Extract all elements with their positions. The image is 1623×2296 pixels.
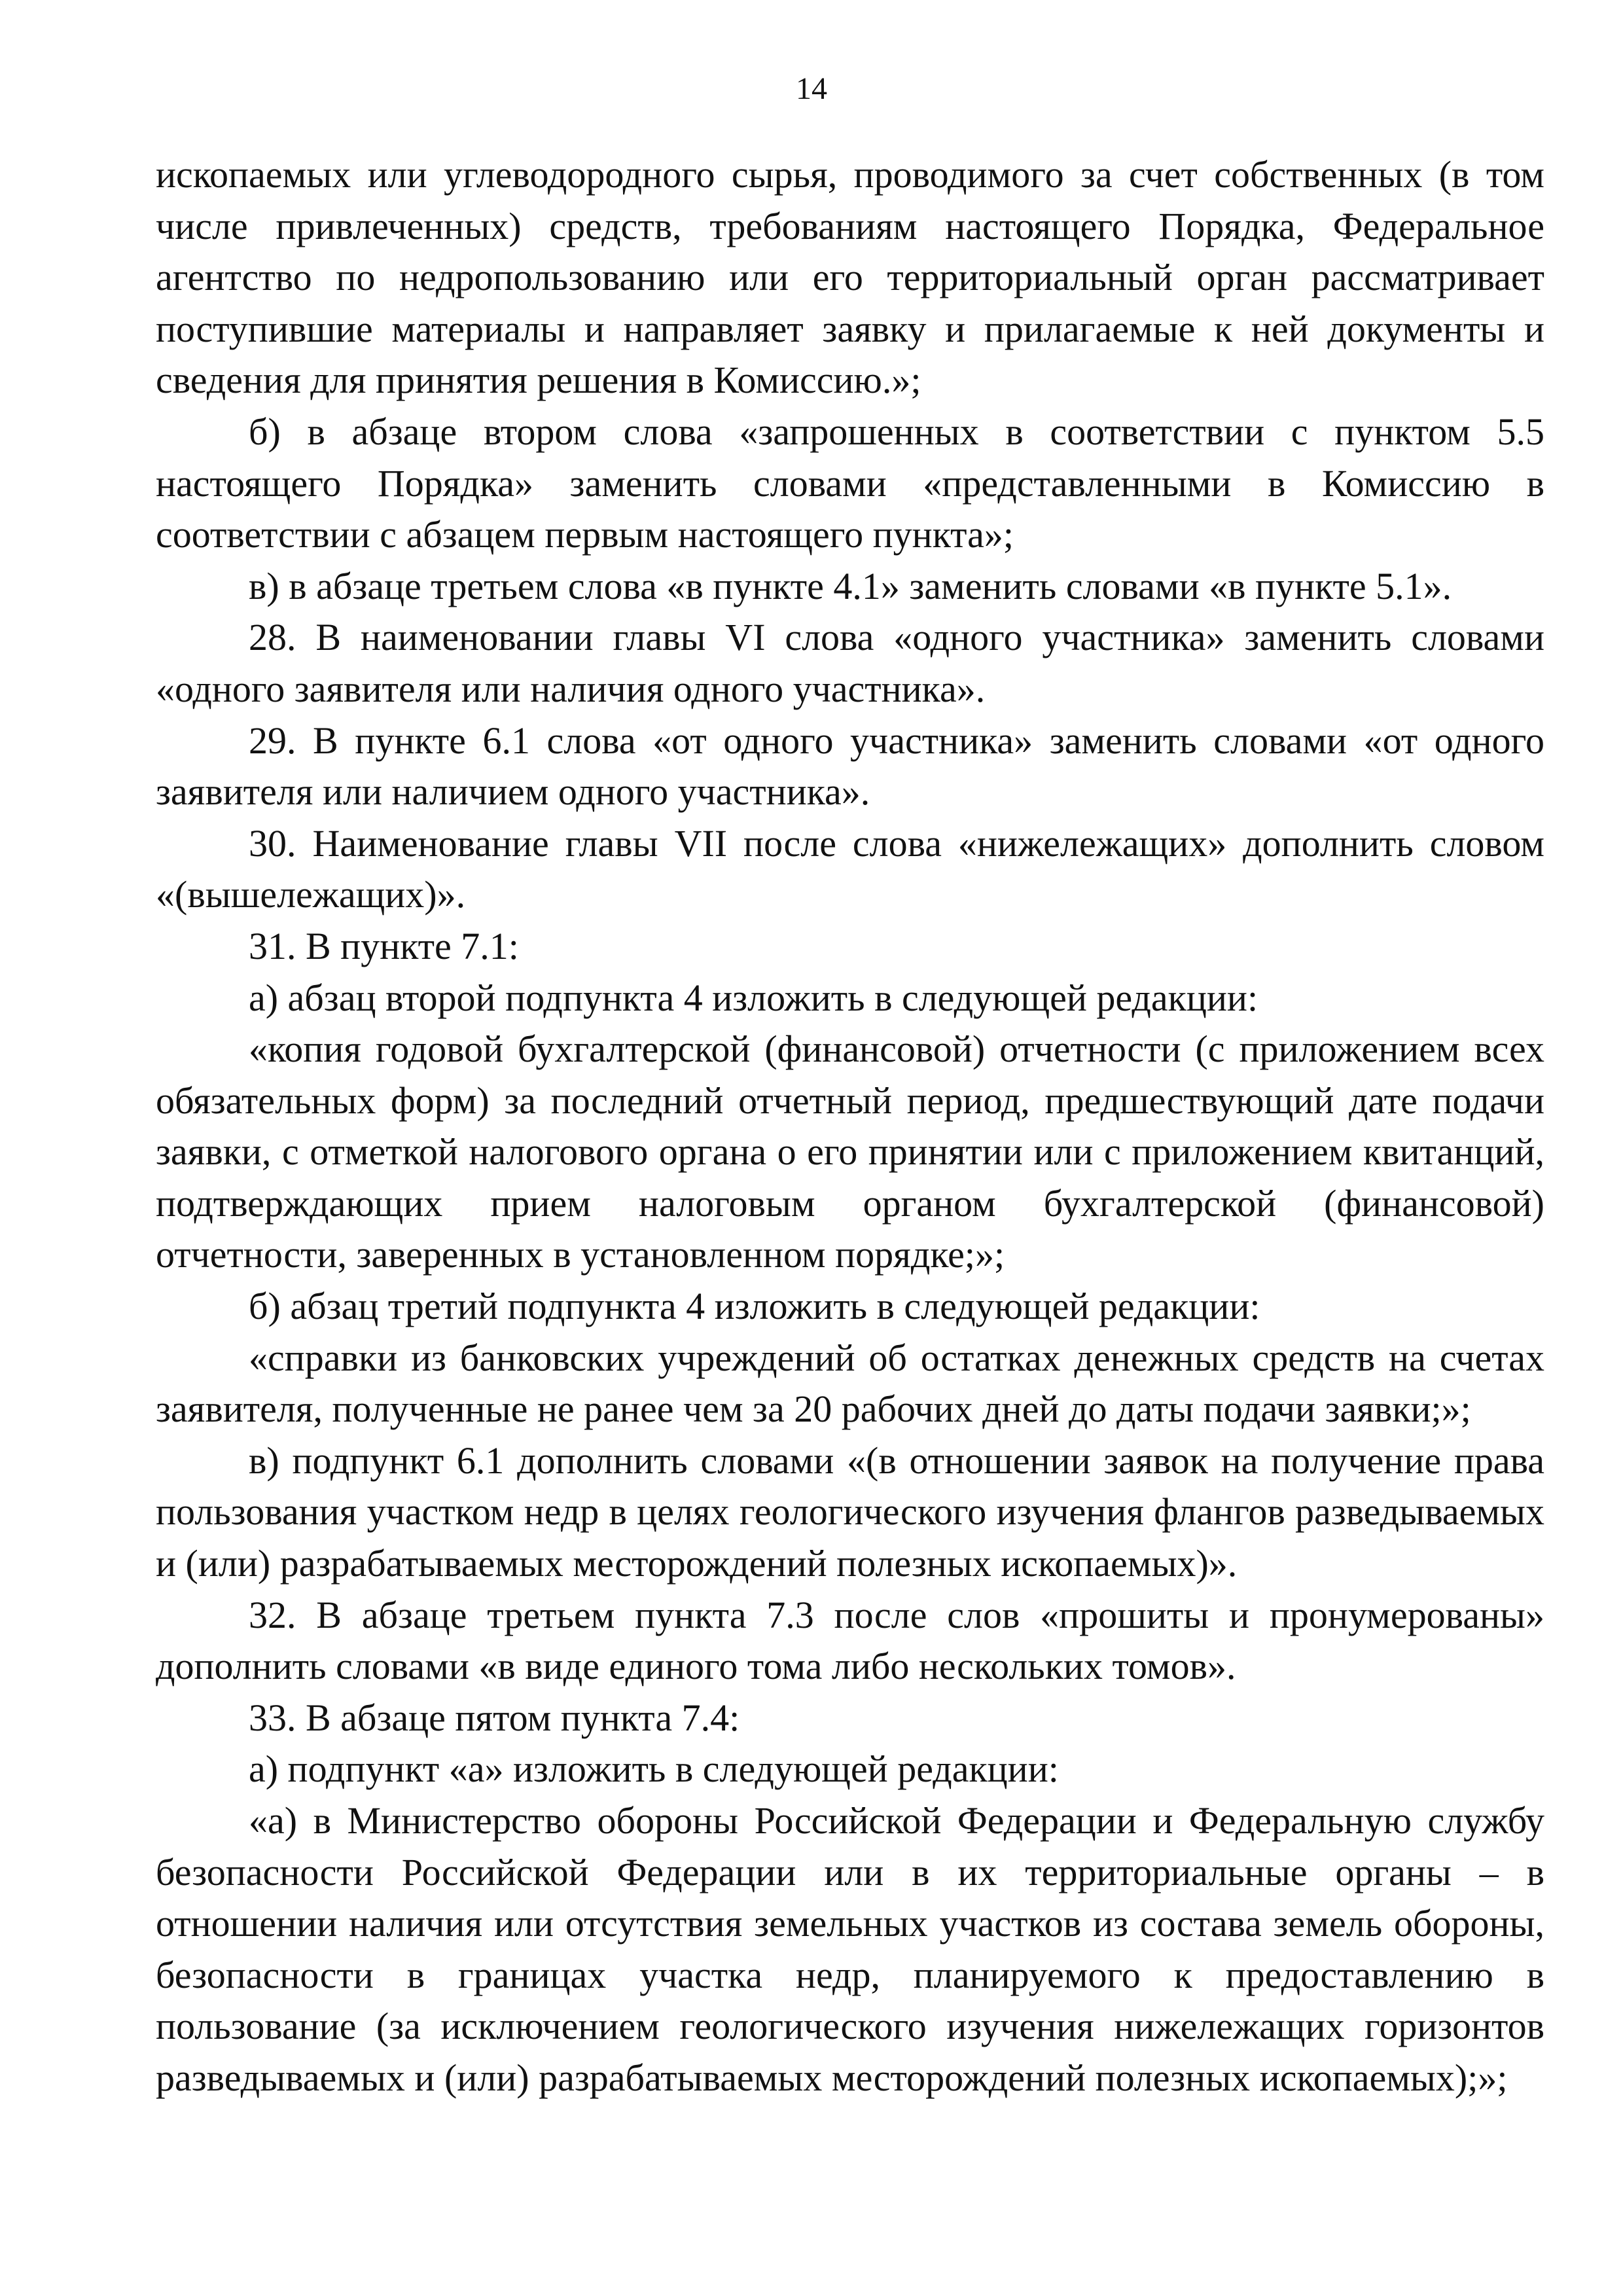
paragraph-continuation: ископаемых или углеводородного сырья, проводимого за счет собственных (в том числе привлеченных) средств, требованиям настоящего Порядка, Федеральное агентство по недропользованию или его территориальный орган рассматривает поступившие материалы и направляет заявку и прилагаемые к ней документы и сведения для принятия решения в Комиссию.»; [156, 153, 1544, 402]
paragraph-29: 29. В пункте 6.1 слова «от одного участника» заменить словами «от одного заявителя или наличием одного участника». [156, 719, 1544, 814]
paragraph-30: 30. Наименование главы VII после слова «нижележащих» дополнить словом «(вышележащих)». [156, 821, 1544, 916]
paragraph-33a-quote: «а) в Министерство обороны Российской Федерации и Федеральную службу безопасности Российской Федерации или в их территориальные органы – в отношении наличия или отсутствия земельных участков из состава земель обороны, безопасности в границах участка недр, планируемого к предоставлению в пользование (за исключением геологического изучения нижележащих горизонтов разведываемых и (или) разрабатываемых месторождений полезных ископаемых);»; [156, 1799, 1544, 2099]
paragraph-31b: б) абзац третий подпункта 4 изложить в следующей редакции: [249, 1285, 1260, 1328]
paragraph-32: 32. В абзаце третьем пункта 7.3 после слов «прошиты и пронумерованы» дополнить словами «в виде единого тома либо нескольких томов». [156, 1593, 1544, 1688]
paragraph-31v: в) подпункт 6.1 дополнить словами «(в отношении заявок на получение права пользования участком недр в целях геологического изучения флангов разведываемых и (или) разрабатываемых месторождений полезных ископаемых)». [156, 1439, 1544, 1585]
paragraph-28: 28. В наименовании главы VI слова «одного участника» заменить словами «одного заявителя или наличия одного участника». [156, 616, 1544, 710]
paragraph-31b-quote: «справки из банковских учреждений об остатках денежных средств на счетах заявителя, полученные не ранее чем за 20 рабочих дней до даты подачи заявки;»; [156, 1336, 1544, 1431]
document-body [156, 149, 1544, 2104]
paragraph-31a-quote: «копия годовой бухгалтерской (финансовой) отчетности (с приложением всех обязательных форм) за последний отчетный период, предшествующий дате подачи заявки, с отметкой налогового органа о его принятии или с приложением квитанций, подтверждающих прием налоговым органом бухгалтерской (финансовой) отчетности, заверенных в установленном порядке;»; [156, 1028, 1544, 1276]
paragraph-27b: б) в абзаце втором слова «запрошенных в соответствии с пунктом 5.5 настоящего Порядка» заменить словами «представленными в Комиссию в соответствии с абзацем первым настоящего пункта»; [156, 410, 1544, 556]
paragraph-33a: а) подпункт «а» изложить в следующей редакции: [249, 1748, 1059, 1791]
paragraph-33: 33. В абзаце пятом пункта 7.4: [249, 1696, 740, 1739]
page-number: 14 [796, 71, 827, 106]
paragraph-31: 31. В пункте 7.1: [249, 924, 519, 967]
paragraph-31a: а) абзац второй подпункта 4 изложить в следующей редакции: [249, 976, 1258, 1019]
paragraph-27v: в) в абзаце третьем слова «в пункте 4.1» заменить словами «в пункте 5.1». [249, 564, 1452, 607]
